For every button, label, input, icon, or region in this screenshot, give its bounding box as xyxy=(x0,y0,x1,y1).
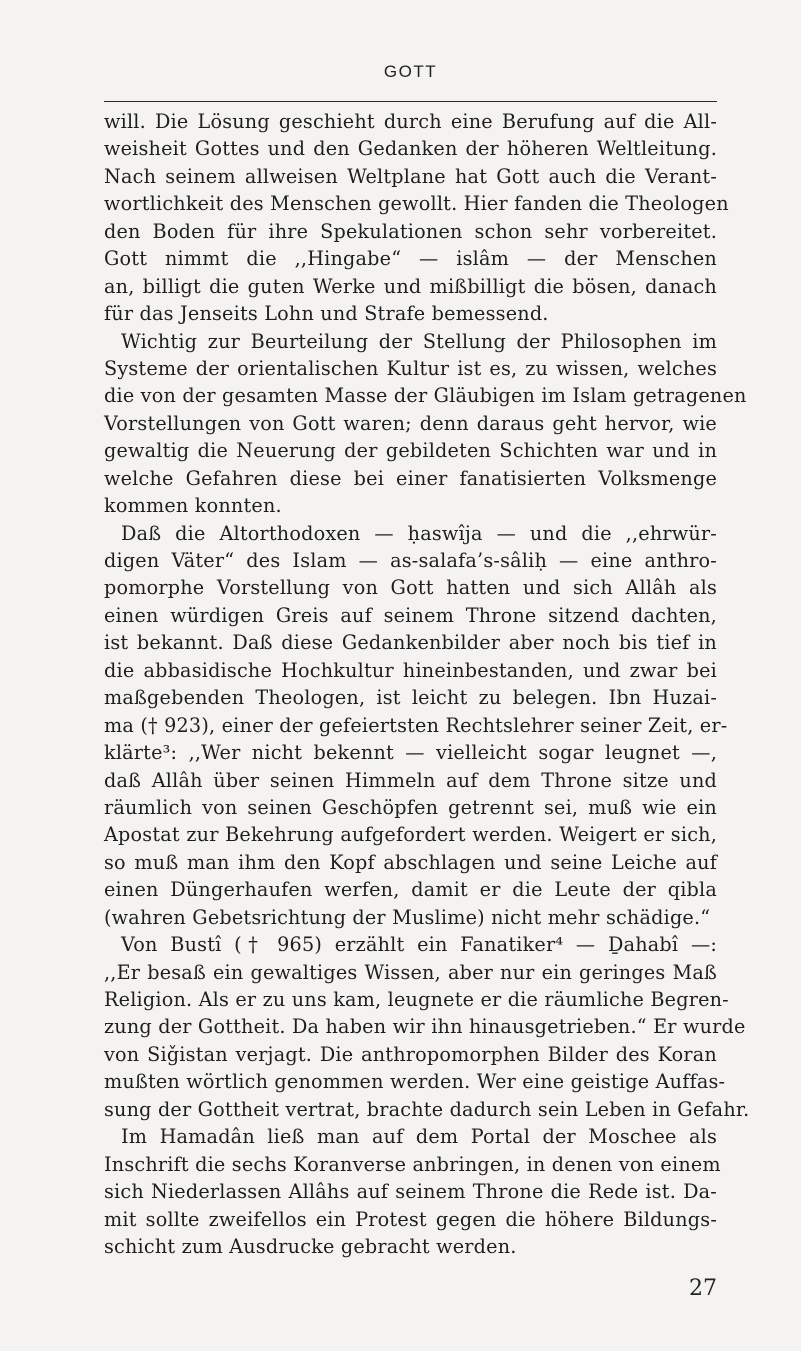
text-line: schicht zum Ausdrucke gebracht werden. xyxy=(104,1234,517,1258)
text-line: die von der gesamten Masse der Gläubigen im Islam getragenen xyxy=(104,384,747,408)
text-line: Gott nimmt die ,,Hingabe“ — islâm — der Menschen xyxy=(104,247,717,271)
text-line: die abbasidische Hochkultur hineinbestanden, und zwar bei xyxy=(104,658,717,682)
text-line: Religion. Als er zu uns kam, leugnete er die räumliche Begren- xyxy=(104,988,729,1011)
text-line: ist bekannt. Daß diese Gedankenbilder aber noch bis tief in xyxy=(104,631,717,655)
text-line: ,,Er besaß ein gewaltiges Wissen, aber nur ein geringes Maß xyxy=(104,960,717,984)
text-line: so muß man ihm den Kopf abschlagen und seine Leiche auf xyxy=(104,850,717,874)
text-line: daß Allâh über seinen Himmeln auf dem Throne sitze und xyxy=(104,768,717,792)
text-line: kommen konnten. xyxy=(104,494,282,518)
page-number: 27 xyxy=(689,1276,717,1301)
header-rule xyxy=(104,101,717,102)
text-line: maßgebenden Theologen, ist leicht zu belegen. Ibn Huzai- xyxy=(104,686,717,710)
text-line: sung der Gottheit vertrat, brachte dadurch sein Leben in Gefahr. xyxy=(104,1097,750,1121)
running-head: GOTT xyxy=(383,62,438,81)
text-line: sich Niederlassen Allâhs auf seinem Throne die Rede ist. Da- xyxy=(104,1180,717,1204)
text-line: Vorstellungen von Gott waren; denn daraus geht hervor, wie xyxy=(104,411,717,435)
text-line: Apostat zur Bekehrung aufgefordert werden. Weigert er sich, xyxy=(104,823,717,847)
text-line: wortlichkeit des Menschen gewollt. Hier fanden die Theologen xyxy=(104,192,729,216)
text-line: von Siǧistan verjagt. Die anthropomorphen Bilder des Koran xyxy=(104,1042,717,1066)
text-line: Von Bustî († 965) erzählt ein Fanatiker⁴ — Ḏahabî —: xyxy=(121,933,717,957)
text-line: einen würdigen Greis auf seinem Throne sitzend dachten, xyxy=(104,603,717,627)
text-line: den Boden für ihre Spekulationen schon sehr vorbereitet. xyxy=(104,219,717,243)
text-line: gewaltig die Neuerung der gebildeten Schichten war und in xyxy=(104,439,717,463)
body-text xyxy=(104,108,750,1260)
text-line: welche Gefahren diese bei einer fanatisierten Volksmenge xyxy=(104,466,717,490)
text-line: (wahren Gebetsrichtung der Muslime) nicht mehr schädige.“ xyxy=(104,905,711,929)
text-line: will. Die Lösung geschieht durch eine Berufung auf die All- xyxy=(104,110,717,133)
text-line: weisheit Gottes und den Gedanken der höheren Weltleitung. xyxy=(104,137,717,161)
text-line: an, billigt die guten Werke und mißbilligt die bösen, danach xyxy=(104,274,717,298)
text-line: digen Väter“ des Islam — as-salafa’s-sâliḥ — eine anthro- xyxy=(104,549,717,572)
text-line: Im Hamadân ließ man auf dem Portal der Moschee als xyxy=(121,1125,717,1149)
text-line: mußten wörtlich genommen werden. Wer eine geistige Auffas- xyxy=(104,1070,726,1094)
text-line: ma († 923), einer der gefeiertsten Rechtslehrer seiner Zeit, er- xyxy=(104,713,728,737)
text-line: zung der Gottheit. Da haben wir ihn hinausgetrieben.“ Er wurde xyxy=(104,1015,746,1039)
text-line: mit sollte zweifellos ein Protest gegen die höhere Bildungs- xyxy=(104,1207,717,1231)
text-line: Daß die Altorthodoxen — ḥaswîja — und die ,,ehrwür- xyxy=(121,521,717,545)
text-line: räumlich von seinen Geschöpfen getrennt sei, muß wie ein xyxy=(104,795,717,819)
text-line: klärte³: ,,Wer nicht bekennt — vielleicht sogar leugnet —, xyxy=(104,741,717,765)
text-line: einen Düngerhaufen werfen, damit er die Leute der qibla xyxy=(104,878,717,902)
text-line: Systeme der orientalischen Kultur ist es, zu wissen, welches xyxy=(104,356,717,380)
text-line: Nach seinem allweisen Weltplane hat Gott auch die Verant- xyxy=(104,164,717,188)
text-line: für das Jenseits Lohn und Strafe bemessend. xyxy=(104,302,549,326)
text-line: pomorphe Vorstellung von Gott hatten und sich Allâh als xyxy=(104,576,717,600)
text-line: Inschrift die sechs Koranverse anbringen, in denen von einem xyxy=(104,1152,721,1176)
text-line: Wichtig zur Beurteilung der Stellung der Philosophen im xyxy=(121,329,717,353)
